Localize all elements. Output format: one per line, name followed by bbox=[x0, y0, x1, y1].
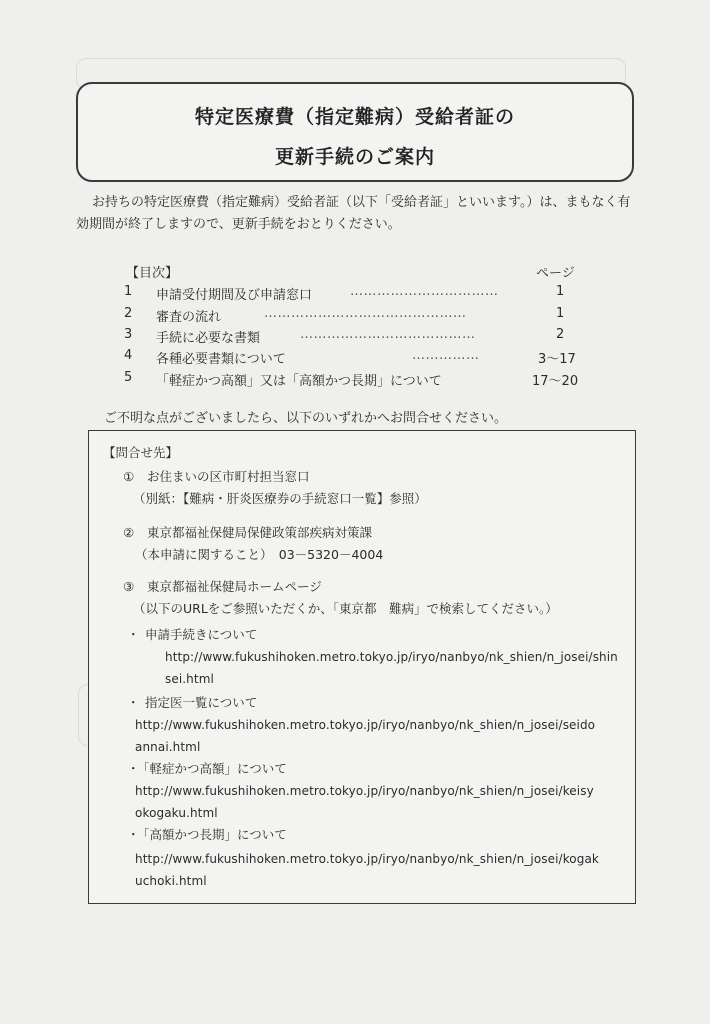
link-label-mild-high-cost: 「軽症かつ高額」について bbox=[137, 761, 287, 776]
toc-item-page: 2 bbox=[556, 327, 565, 342]
toc-heading: 【目次】 bbox=[126, 266, 179, 281]
page-title-line2: 更新手続のご案内 bbox=[274, 146, 435, 168]
toc-item-label: 「軽症かつ高額」又は「高額かつ長期」について bbox=[156, 374, 442, 389]
toc-item bbox=[124, 370, 584, 390]
toc-item bbox=[124, 284, 584, 304]
toc-item-number: 1 bbox=[124, 284, 133, 299]
link-bullet: ・ bbox=[127, 695, 140, 710]
toc-item-number: 4 bbox=[124, 348, 133, 363]
toc-item bbox=[124, 306, 584, 326]
contact-2-phone: （本申請に関すること） 03－5320－4004 bbox=[135, 547, 384, 562]
link-url-mild-high-cost-cont[interactable]: okogaku.html bbox=[135, 806, 218, 820]
toc-item-dots: …………………………… bbox=[350, 284, 499, 299]
intro-line1: お持ちの特定医療費（指定難病）受給者証（以下「受給者証」といいます。）は、まもなく有 bbox=[92, 195, 631, 210]
link-url-mild-high-cost[interactable]: http://www.fukushihoken.metro.tokyo.jp/iryo/nanbyo/nk_shien/n_josei/keisy bbox=[135, 784, 594, 798]
toc-item-page: 1 bbox=[556, 306, 565, 321]
toc-item-number: 2 bbox=[124, 306, 133, 321]
link-url-high-cost-long-term-cont[interactable]: uchoki.html bbox=[135, 874, 207, 888]
toc-item bbox=[124, 348, 584, 368]
contact-1-label: お住まいの区市町村担当窓口 bbox=[147, 469, 310, 484]
link-bullet: ・ bbox=[127, 761, 140, 776]
page-title-line1: 特定医療費（指定難病）受給者証の bbox=[194, 106, 515, 128]
contact-3-number: ③ bbox=[123, 579, 135, 594]
contact-1-number: ① bbox=[123, 469, 135, 484]
toc-item-dots: …………… bbox=[412, 348, 480, 363]
intro-line2: 効期間が終了しますので、更新手続をおとりください。 bbox=[76, 217, 401, 232]
toc-item-label: 各種必要書類について bbox=[156, 352, 286, 367]
toc-item-dots: ……………………………………… bbox=[264, 306, 467, 321]
link-url-application-cont[interactable]: sei.html bbox=[165, 672, 214, 686]
contact-2-label: 東京都福祉保健局保健政策部疾病対策課 bbox=[147, 525, 373, 540]
link-bullet: ・ bbox=[127, 827, 140, 842]
link-url-designated-doctors[interactable]: http://www.fukushihoken.metro.tokyo.jp/iryo/nanbyo/nk_shien/n_josei/seido bbox=[135, 718, 596, 732]
toc-item-dots: ………………………………… bbox=[300, 327, 476, 342]
toc-item-page: 3～17 bbox=[538, 352, 576, 367]
contact-3-sub: （以下のURLをご参照いただくか、「東京都 難病」で検索してください。） bbox=[133, 601, 558, 616]
toc-item-number: 5 bbox=[124, 370, 133, 385]
toc-item-label: 審査の流れ bbox=[156, 310, 222, 325]
toc-page-label: ページ bbox=[536, 266, 575, 281]
toc-item-number: 3 bbox=[124, 327, 133, 342]
contact-1-sub: （別紙：【難病・肝炎医療券の手続窓口一覧】参照） bbox=[133, 491, 427, 506]
link-bullet: ・ bbox=[127, 627, 140, 642]
title-box bbox=[76, 82, 634, 182]
link-url-application[interactable]: http://www.fukushihoken.metro.tokyo.jp/iryo/nanbyo/nk_shien/n_josei/shin bbox=[165, 650, 618, 664]
toc-item-page: 1 bbox=[556, 284, 565, 299]
link-url-high-cost-long-term[interactable]: http://www.fukushihoken.metro.tokyo.jp/iryo/nanbyo/nk_shien/n_josei/kogak bbox=[135, 852, 599, 866]
contact-2-number: ② bbox=[123, 525, 135, 540]
contact-3-label: 東京都福祉保健局ホームページ bbox=[147, 579, 322, 594]
contact-box bbox=[88, 430, 636, 904]
inquiry-intro: ご不明な点がございましたら、以下のいずれかへお問合せください。 bbox=[104, 411, 508, 426]
toc-item-label: 手続に必要な書類 bbox=[156, 331, 261, 346]
link-label-application: 申請手続きについて bbox=[145, 627, 258, 642]
link-url-designated-doctors-cont[interactable]: annai.html bbox=[135, 740, 201, 754]
link-label-high-cost-long-term: 「高額かつ長期」について bbox=[137, 827, 287, 842]
toc-item-label: 申請受付期間及び申請窓口 bbox=[156, 288, 313, 303]
toc-item bbox=[124, 327, 584, 347]
link-label-designated-doctors: 指定医一覧について bbox=[145, 695, 258, 710]
toc-item-page: 17～20 bbox=[532, 374, 579, 389]
contact-heading: 【問合せ先】 bbox=[103, 445, 179, 460]
